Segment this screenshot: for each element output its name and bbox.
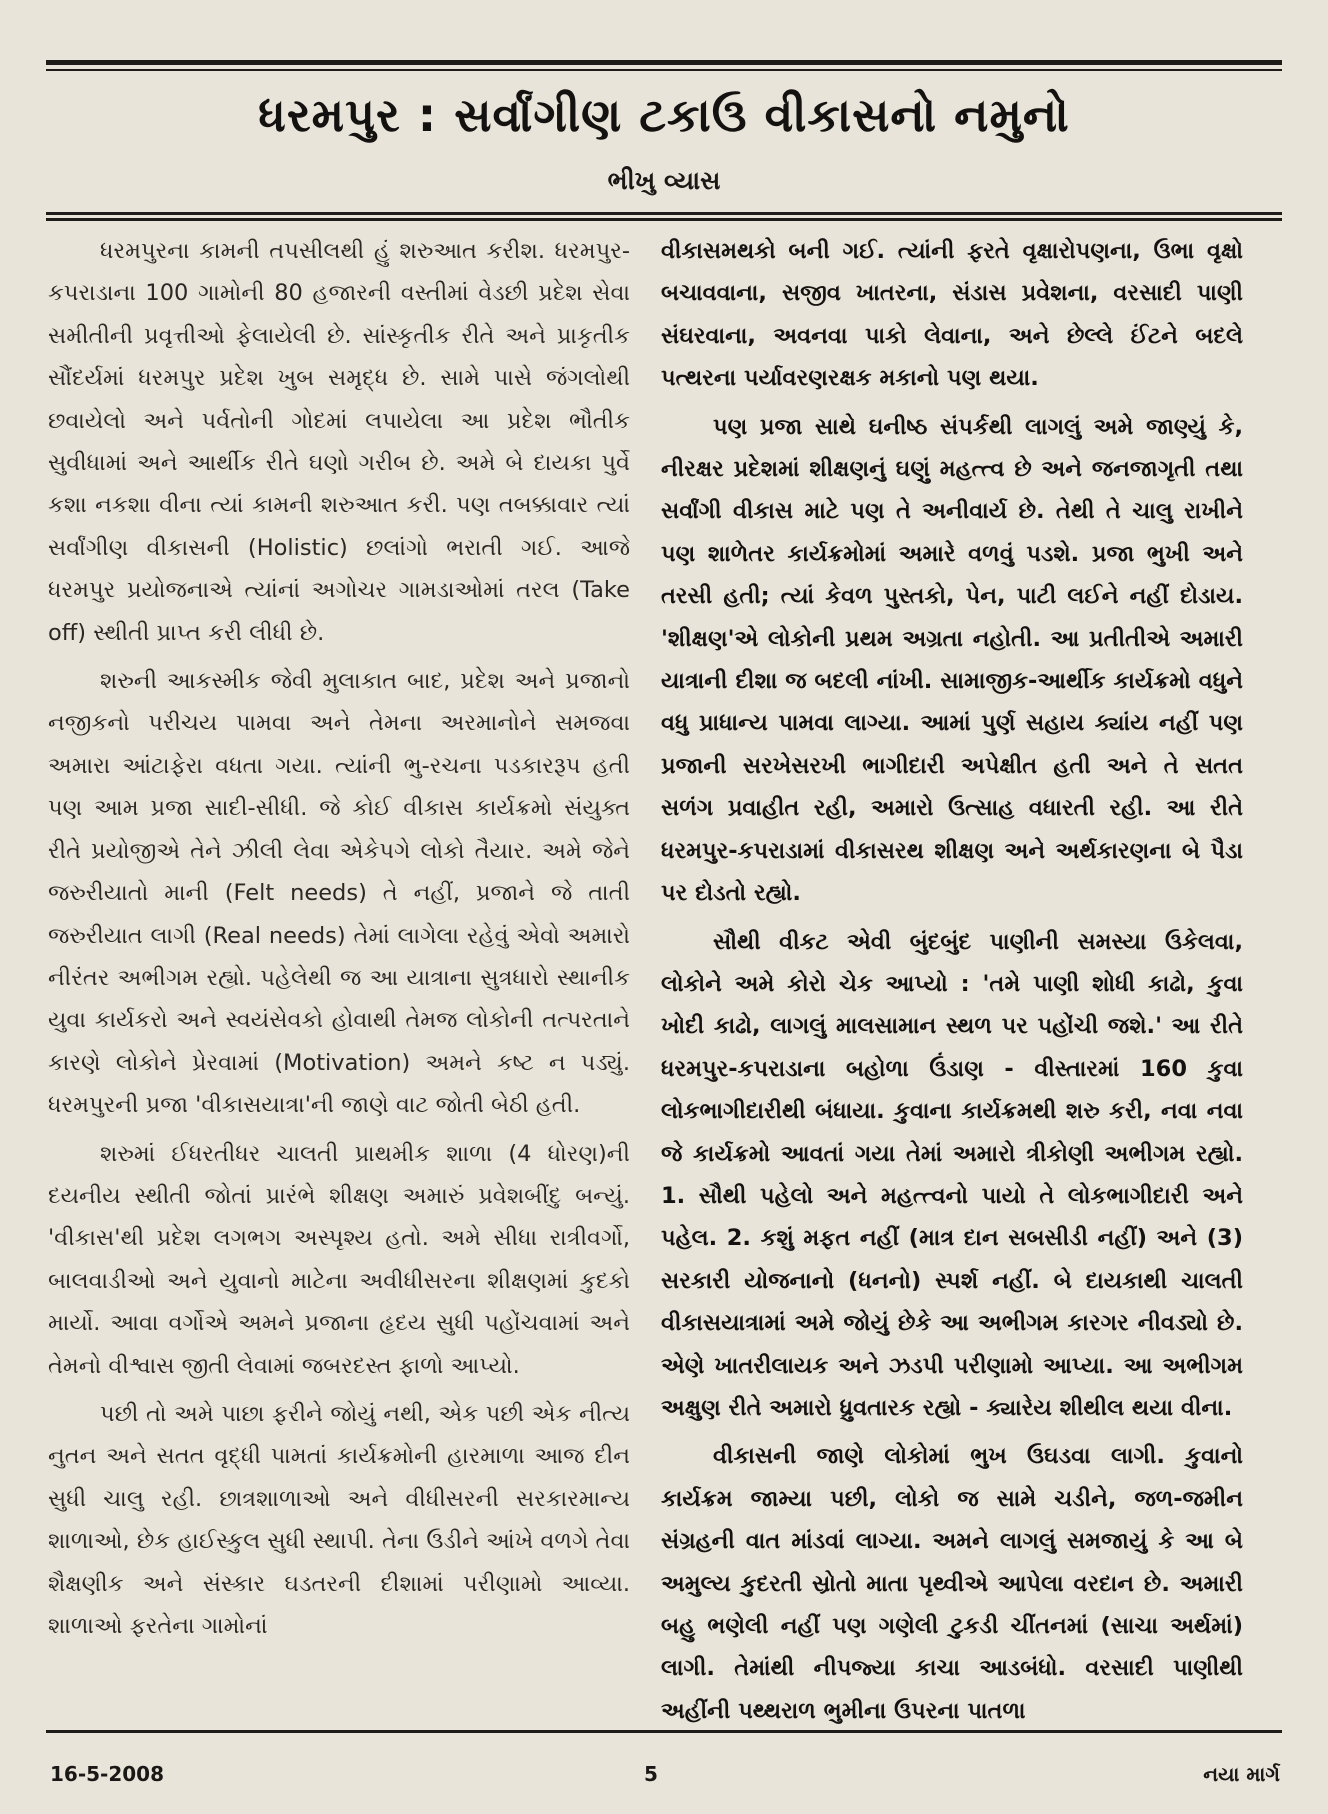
top-rule (46, 60, 1282, 65)
paragraph: ધરમપુરના કામની તપસીલથી હું શરુઆત કરીશ. ધરમપુર-કપરાડાના 100 ગામોની 80 હજારની વસ્તીમાં વેડછી પ્રદેશ સેવા સમીતીની પ્રવૃત્તીઓ ફેલાયેલી છે. સાંસ્કૃતીક રીતે અને પ્રાકૃતીક સૌંદર્યમાં ધરમપુર પ્રદેશ ખુબ સમૃદ્ધ છે. સામે પાસે જંગલોથી છવાયેલો અને પર્વતોની ગોદમાં લપાયેલા આ પ્રદેશ ભૌતીક સુવીધામાં અને આર્થીક રીતે ઘણો ગરીબ છે. અમે બે દાયકા પુર્વે કશા નકશા વીના ત્યાં કામની શરુઆત કરી. પણ તબક્કાવાર ત્યાં સર્વાંગીણ વીકાસની (Holistic) છલાંગો ભરાતી ગઈ. આજે ધરમપુર પ્રયોજનાએ ત્યાંનાં અગોચર ગામડાઓમાં તરલ (Take off) સ્થીતી પ્રાપ્ત કરી લીધી છે. (48, 238, 630, 646)
footer-rule (46, 1730, 1282, 1733)
paragraph: પછી તો અમે પાછા ફરીને જોયું નથી, એક પછી એક નીત્ય નુતન અને સતત વૃદ્ધી પામતાં કાર્યક્રમોની હારમાળા આજ દીન સુધી ચાલુ રહી. છાત્રશાળાઓ અને વીધીસરની સરકારમાન્ય શાળાઓ, છેક હાઈસ્કુલ સુધી સ્થાપી. તેના ઉડીને આંખે વળગે તેવા શૈક્ષણીક અને સંસ્કાર ઘડતરની દીશામાં પરીણામો આવ્યા. શાળાઓ ફરતેના ગામોનાં (48, 1400, 630, 1639)
issue-date: 16-5-2008 (50, 1762, 165, 1786)
paragraph: શરુની આકસ્મીક જેવી મુલાકાત બાદ, પ્રદેશ અને પ્રજાનો નજીકનો પરીચય પામવા અને તેમના અરમાનોને સમજવા અમારા આંટાફેરા વધતા ગયા. ત્યાંની ભુ-રચના પડકારરૂપ હતી પણ આમ પ્રજા સાદી-સીધી. જે કોઈ વીકાસ કાર્યક્રમો સંયુક્ત રીતે પ્રયોજીએ તેને ઝીલી લેવા એકેપગે લોકો તૈયાર. અમે જેને જરુરીયાતો માની (Felt needs) તે નહીં, પ્રજાને જે તાતી જરુરીયાત લાગી (Real needs) તેમાં લાગેલા રહેવું એવો અમારો નીરંતર અભીગમ રહ્યો. પહેલેથી જ આ યાત્રાના સુત્રધારો સ્થાનીક યુવા કાર્યકરો અને સ્વયંસેવકો હોવાથી તેમજ લોકોની તત્પરતાને કારણે લોકોને પ્રેરવામાં (Motivation) અમને કષ્ટ ન પડ્યું. ધરમપુરની પ્રજા 'વીકાસયાત્રા'ની જાણે વાટ જોતી બેઠી હતી. (48, 668, 630, 1119)
paragraph: વીકાસમથકો બની ગઈ. ત્યાંની ફરતે વૃક્ષારોપણના, ઉભા વૃક્ષો બચાવવાના, સજીવ ખાતરના, સંડાસ પ્રવેશના, વરસાદી પાણી સંઘરવાના, અવનવા પાકો લેવાના, અને છેલ્લે ઈંટને બદલે પત્થરના પર્યાવરણરક્ષક મકાનો પણ થયા. (661, 238, 1243, 392)
paragraph: સૌથી વીકટ એવી બુંદબુંદ પાણીની સમસ્યા ઉકેલવા, લોકોને અમે કોરો ચેક આપ્યો : 'તમે પાણી શોધી કાઢો, કુવા ખોદી કાઢો, લાગલું માલસામાન સ્થળ પર પહોંચી જશે.' આ રીતે ધરમપુર-કપરાડાના બહોળા ઉંડાણ - વીસ્તારમાં 160 કુવા લોકભાગીદારીથી બંધાયા. કુવાના કાર્યક્રમથી શરુ કરી, નવા નવા જે કાર્યક્રમો આવતાં ગયા તેમાં અમારો ત્રીકોણી અભીગમ રહ્યો. 1. સૌથી પહેલો અને મહત્ત્વનો પાયો તે લોકભાગીદારી અને પહેલ. 2. કશું મફત નહીં (માત્ર દાન સબસીડી નહીં) અને (3) સરકારી યોજનાનો (ધનનો) સ્પર્શ નહીં. બે દાયકાથી ચાલતી વીકાસયાત્રામાં અમે જોયું છેકે આ અભીગમ કારગર નીવડ્યો છે. એણે ખાતરીલાયક અને ઝડપી પરીણામો આપ્યા. આ અભીગમ અક્ષુણ રીતે અમારો ધ્રુવતારક રહ્યો - ક્યારેય શીથીલ થયા વીના. (661, 928, 1243, 1421)
article-title: ધરમપુર : સર્વાંગીણ ટકાઉ વીકાસનો નમુનો (258, 88, 1070, 142)
paragraph: શરુમાં ઈધરતીધર ચાલતી પ્રાથમીક શાળા (4 ધોરણ)ની દયનીય સ્થીતી જોતાં પ્રારંભે શીક્ષણ અમારું પ્રવેશબીંદુ બન્યું. 'વીકાસ'થી પ્રદેશ લગભગ અસ્પૃશ્ય હતો. અમે સીધા રાત્રીવર્ગો, બાલવાડીઓ અને યુવાનો માટેના અવીધીસરના શીક્ષણમાં કુદકો માર્યો. આવા વર્ગોએ અમને પ્રજાના હૃદય સુધી પહોંચવામાં અને તેમનો વીશ્વાસ જીતી લેવામાં જબરદસ્ત ફાળો આપ્યો. (48, 1140, 630, 1379)
top-rule-thin (46, 69, 1282, 71)
left-column (48, 230, 630, 1706)
article-author: ભીખુ વ્યાસ (607, 166, 721, 195)
header-rule-second (46, 218, 1282, 221)
header-rule (46, 212, 1282, 215)
publication-name: નયા માર્ગ (1203, 1762, 1280, 1786)
paragraph: વીકાસની જાણે લોકોમાં ભુખ ઉઘડવા લાગી. કુવાનો કાર્યક્રમ જામ્યા પછી, લોકો જ સામે ચડીને, જળ-જમીન સંગ્રહની વાત માંડવાં લાગ્યા. અમને લાગલું સમજાયું કે આ બે અમુલ્ય કુદરતી સ્રોતો માતા પૃથ્વીએ આપેલા વરદાન છે. અમારી બહુ ભણેલી નહીં પણ ગણેલી ટુકડી ચીંતનમાં (સાચા અર્થમાં) લાગી. તેમાંથી નીપજ્યા કાચા આડબંધો. વરસાદી પાણીથી અહીંની પથ્થરાળ ભુમીના ઉપરના પાતળા (661, 1443, 1243, 1724)
right-column (661, 230, 1243, 1724)
paragraph: પણ પ્રજા સાથે ઘનીષ્ઠ સંપર્કથી લાગલું અમે જાણ્યું કે, નીરક્ષર પ્રદેશમાં શીક્ષણનું ઘણું મહત્ત્વ છે અને જનજાગૃતી તથા સર્વાંગી વીકાસ માટે પણ તે અનીવાર્ય છે. તેથી તે ચાલુ રાખીને પણ શાળેતર કાર્યક્રમોમાં અમારે વળવું પડશે. પ્રજા ભુખી અને તરસી હતી; ત્યાં કેવળ પુસ્તકો, પેન, પાટી લઈને નહીં દોડાય. 'શીક્ષણ'એ લોકોની પ્રથમ અગ્રતા નહોતી. આ પ્રતીતીએ અમારી યાત્રાની દીશા જ બદલી નાંખી. સામાજીક-આર્થીક કાર્યક્રમો વધુને વધુ પ્રાધાન્ય પામવા લાગ્યા. આમાં પુર્ણ સહાય ક્યાંય નહીં પણ પ્રજાની સરખેસરખી ભાગીદારી અપેક્ષીત હતી અને તે સતત સળંગ પ્રવાહીત રહી, અમારો ઉત્સાહ વધારતી રહી. આ રીતે ધરમપુર-કપરાડામાં વીકાસરથ શીક્ષણ અને અર્થકારણના બે પૈડા પર દોડતો રહ્યો. (661, 413, 1243, 907)
page-number: 5 (644, 1762, 658, 1786)
